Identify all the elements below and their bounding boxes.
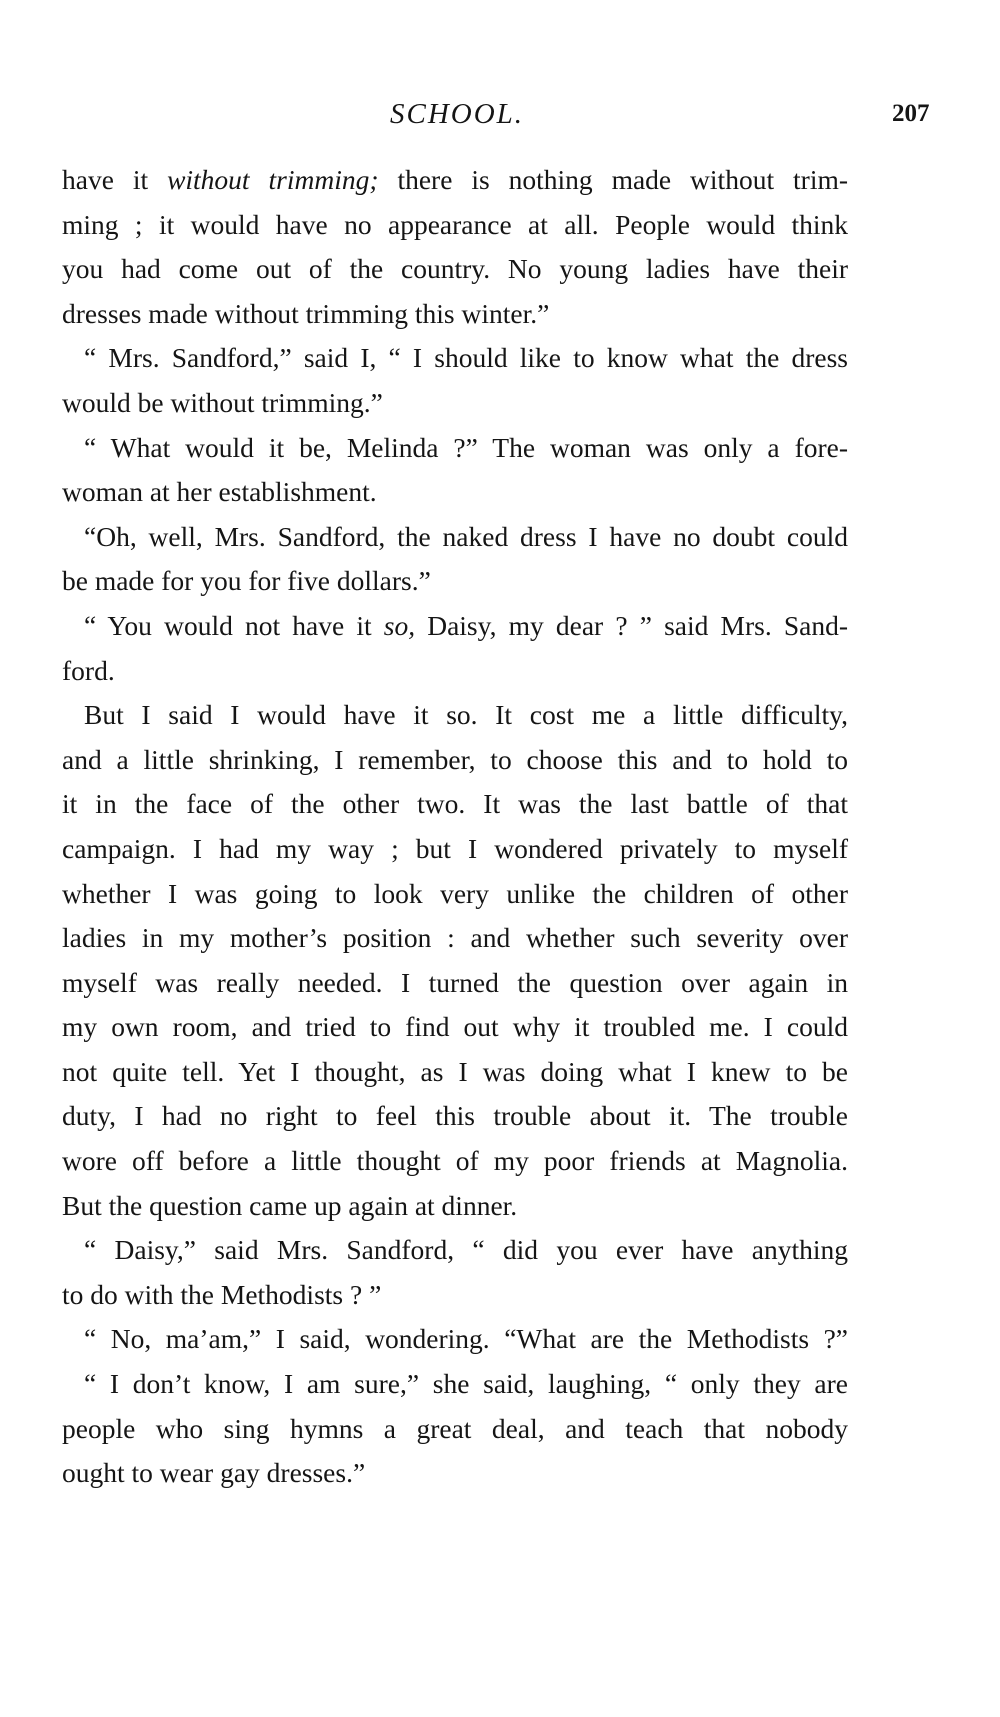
text-line: ming ; it would have no appearance at all. People would think (62, 208, 848, 240)
text-line: would be without trimming.” (62, 386, 383, 418)
text-line: campaign. I had my way ; but I wondered privately to myself (62, 832, 848, 864)
text-line: ladies in my mother’s position : and whether such severity over (62, 922, 848, 954)
text-line: But I said I would have it so. It cost me a little difficulty, (84, 699, 848, 731)
running-head (0, 98, 1000, 138)
text-line: “ I don’t know, I am sure,” she said, laughing, “ only they are (84, 1368, 848, 1400)
text-line: not quite tell. Yet I thought, as I was doing what I knew to be (62, 1055, 848, 1087)
text-line: “ What would it be, Melinda ?” The woman was only a fore- (84, 431, 848, 463)
text-line: and a little shrinking, I remember, to choose this and to hold to (62, 743, 848, 775)
text-line: ought to wear gay dresses.” (62, 1457, 366, 1489)
text-line: my own room, and tried to find out why it troubled me. I could (62, 1011, 848, 1043)
text-line: But the question came up again at dinner. (62, 1189, 518, 1221)
text-line: people who sing hymns a great deal, and teach that nobody (62, 1412, 848, 1444)
text-line: woman at her establishment. (62, 476, 377, 508)
text-line: “ Mrs. Sandford,” said I, “ I should like to know what the dress (84, 342, 848, 374)
text-line: “ You would not have it so, Daisy, my dear ? ” said Mrs. Sand- (84, 609, 848, 641)
page-number: 207 (892, 100, 930, 127)
text-line: be made for you for five dollars.” (62, 565, 431, 597)
text-line: whether I was going to look very unlike the children of other (62, 877, 848, 909)
text-line: have it without trimming; there is nothing made without trim- (62, 164, 849, 195)
text-line: it in the face of the other two. It was the last battle of that (62, 788, 848, 820)
text-line: ford. (62, 654, 115, 686)
text-line: myself was really needed. I turned the question over again in (62, 966, 848, 998)
text-line: duty, I had no right to feel this trouble about it. The trouble (62, 1100, 848, 1132)
text-line: “ Daisy,” said Mrs. Sandford, “ did you ever have anything (84, 1234, 848, 1266)
text-line: to do with the Methodists ? ” (62, 1278, 382, 1310)
body-text (62, 158, 848, 1496)
running-title: SCHOOL. (390, 98, 525, 130)
text-line: wore off before a little thought of my poor friends at Magnolia. (62, 1145, 848, 1177)
text-line: you had come out of the country. No young ladies have their (62, 253, 848, 285)
text-line: “Oh, well, Mrs. Sandford, the naked dress I have no doubt could (84, 520, 848, 552)
text-line: dresses made without trimming this winter.” (62, 297, 550, 329)
text-line: “ No, ma’am,” I said, wondering. “What are the Methodists ?” (84, 1323, 848, 1355)
